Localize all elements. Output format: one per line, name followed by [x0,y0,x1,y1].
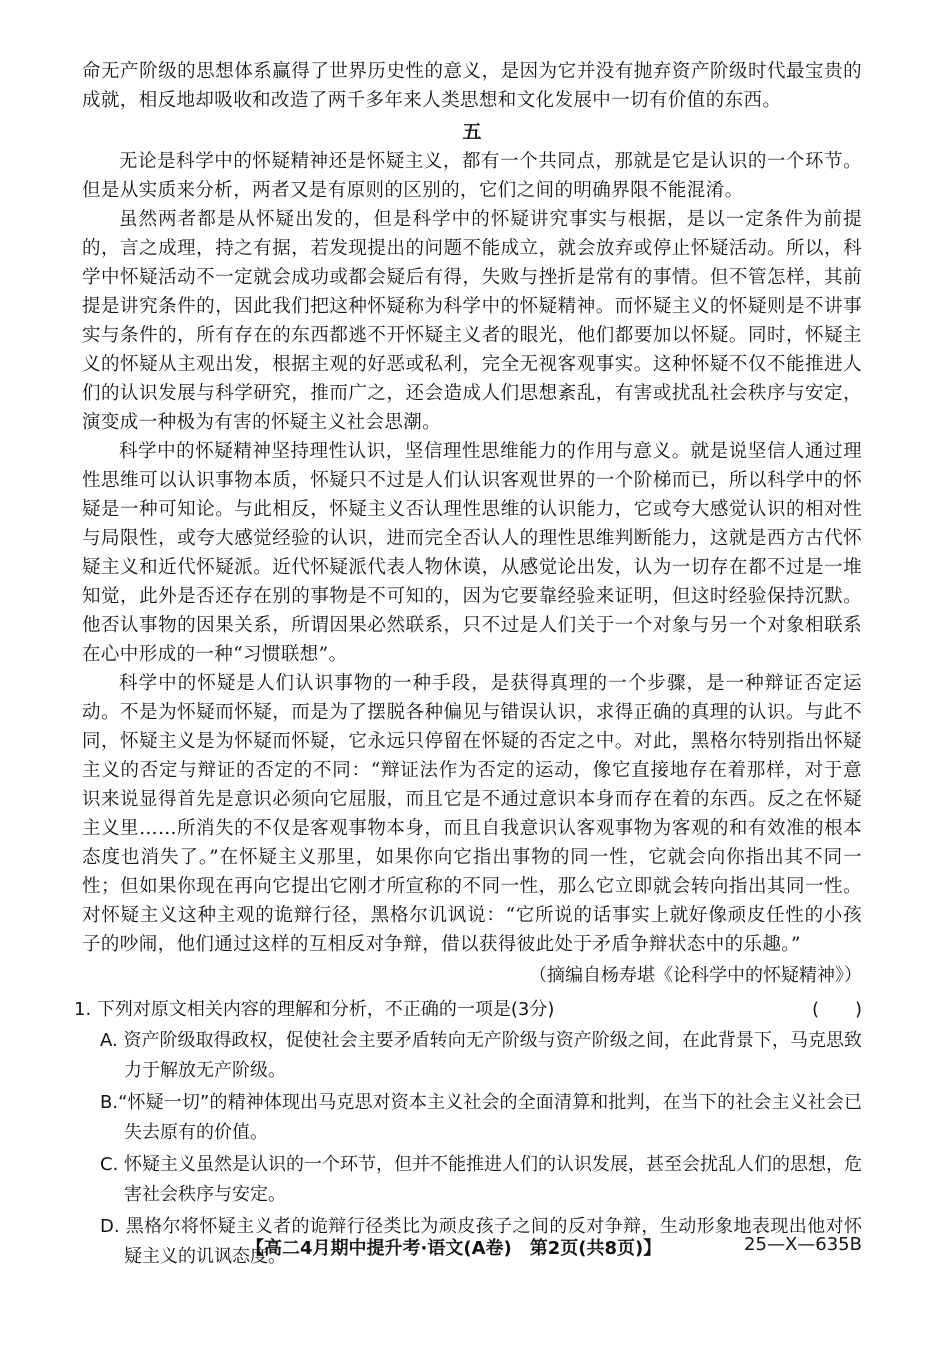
option-c: C. 怀疑主义虽然是认识的一个环节，但并不能推进人们的认识发展，甚至会扰乱人们的思想，危害社会秩序与安定。 [100,1154,863,1205]
section-number: 五 [462,121,482,143]
source-citation: （摘编自杨寿堪《论科学中的怀疑精神》） [529,965,862,986]
passage-paragraph-2: 虽然两者都是从怀疑出发的，但是科学中的怀疑讲究事实与根据，是以一定条件为前提的，言之成理，持之有据，若发现提出的问题不能成立，就会放弃或停止怀疑活动。所以，科学中怀疑活动不一定就会成功或都会疑后有得，失败与挫折是常有的事情。但不管怎样，其前提是讲究条件的，因此我们把这种怀疑称为科学中的怀疑精神。而怀疑主义的怀疑则是不讲事实与条件的，所有存在的东西都逃不开怀疑主义者的眼光，他们都要加以怀疑。同时，怀疑主义的怀疑从主观出发，根据主观的好恶或私利，完全无视客观事实。这种怀疑不仅不能推进人们的认识发展与科学研究，推而广之，还会造成人们思想紊乱，有害或扰乱社会秩序与安定，演变成一种极为有害的怀疑主义社会思潮。 [82,209,862,433]
question-text: 1. 下列对原文相关内容的理解和分析，不正确的一项是(3分) [74,999,555,1020]
exam-info: 【高二4月期中提升考·语文(A卷) 第2页(共8页)】 [246,1238,662,1259]
page-footer [246,1234,862,1260]
answer-blank: ( ) [811,999,862,1020]
option-a: A. 资产阶级取得政权，促使社会主要矛盾转向无产阶级与资产阶级之间，在此背景下，马克思致力于解放无产阶级。 [100,1030,862,1081]
passage-continuation: 命无产阶级的思想体系赢得了世界历史性的意义，是因为它并没有抛弃资产阶级时代最宝贵的成就，相反地却吸收和改造了两千多年来人类思想和文化发展中一切有价值的东西。 [82,61,862,111]
paper-code: 25—X—635B [744,1234,862,1255]
option-d: D. 黑格尔将怀疑主义者的诡辩行径类比为顽皮孩子之间的反对争辩，生动形象地表现出他对怀疑主义的讥讽态度。 [100,1216,862,1267]
option-b: B.“怀疑一切”的精神体现出马克思对资本主义社会的全面清算和批判，在当下的社会主义社会已失去原有的价值。 [100,1092,862,1143]
passage-paragraph-3: 科学中的怀疑精神坚持理性认识，坚信理性思维能力的作用与意义。就是说坚信人通过理性思维可以认识事物本质，怀疑只不过是人们认识客观世界的一个阶梯而已，所以科学中的怀疑是一种可知论。与此相反，怀疑主义否认理性思维的认识能力，它或夸大感觉认识的相对性与局限性，或夸大感觉经验的认识，进而完全否认人的理性思维判断能力，这就是西方古代怀疑主义和近代怀疑派。近代怀疑派代表人物休谟，从感觉论出发，认为一切存在都不过是一堆知觉，此外是否还存在别的事物是不可知的，因为它要靠经验来证明，但这时经验保持沉默。他否认事物的因果关系，所谓因果必然联系，只不过是人们关于一个对象与另一个对象相联系在心中形成的一种“习惯联想”。 [82,441,862,665]
passage-paragraph-4: 科学中的怀疑是人们认识事物的一种手段，是获得真理的一个步骤，是一种辩证否定运动。不是为怀疑而怀疑，而是为了摆脱各种偏见与错误认识，求得正确的真理的认识。与此不同，怀疑主义是为怀疑而怀疑，它永远只停留在怀疑的否定之中。对此，黑格尔特别指出怀疑主义的否定与辩证的否定的不同：“辩证法作为否定的运动，像它直接地存在着那样，对于意识来说显得首先是意识必须向它屈服，而且它是不通过意识本身而存在着的东西。反之在怀疑主义里……所消失的不仅是客观事物本身，而且自我意识认客观事物为客观的和有效准的根本态度也消失了。”在怀疑主义那里，如果你向它指出事物的同一性，它就会向你指出其不同一性；但如果你现在再向它提出它刚才所宣称的不同一性，那么它立即就会转向指出其同一性。对怀疑主义这种主观的诡辩行径，黑格尔讥讽说：“它所说的话事实上就好像顽皮任性的小孩子的吵闹，他们通过这样的互相反对争辩，借以获得彼此处于矛盾争辩状态中的乐趣。” [82,673,862,955]
question-stem [74,995,862,1024]
passage-paragraph-1: 无论是科学中的怀疑精神还是怀疑主义，都有一个共同点，那就是它是认识的一个环节。但是从实质来分析，两者又是有原则的区别的，它们之间的明确界限不能混淆。 [82,151,862,201]
